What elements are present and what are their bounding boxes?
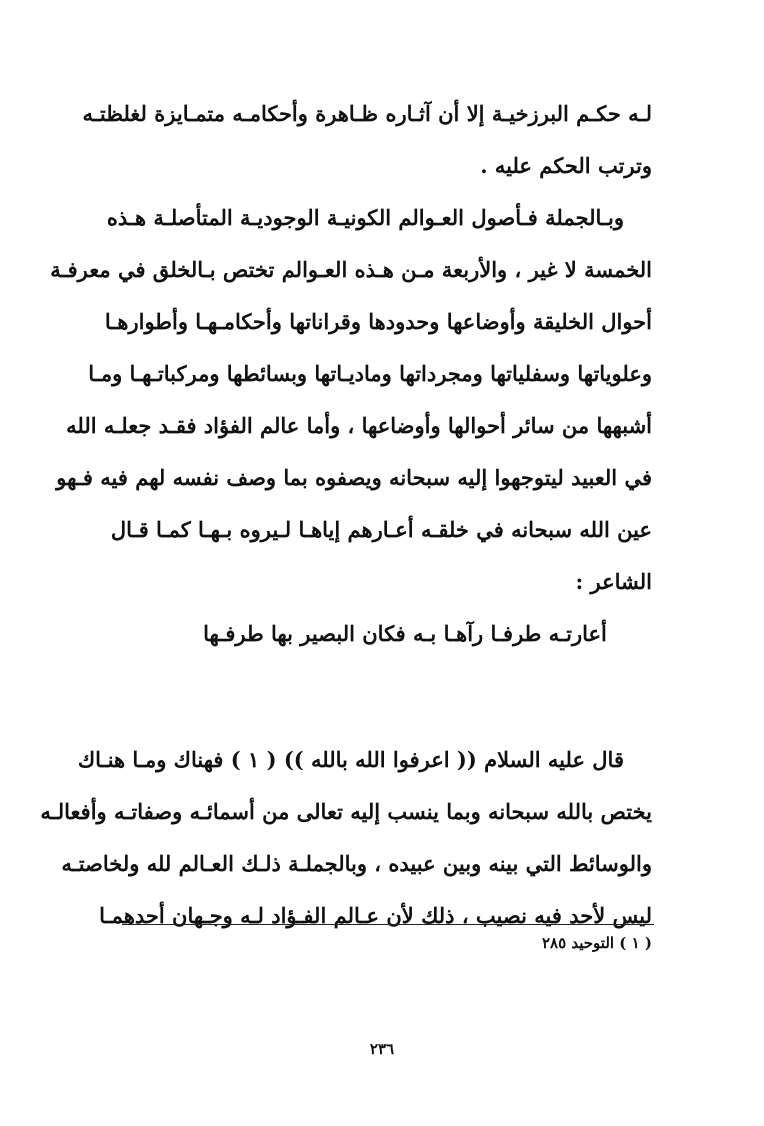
paragraph-gap (118, 668, 652, 734)
footnote: ( ١ ) التوحيد ٢٨٥ (541, 934, 652, 952)
poetry-verse: أعارتـه طرفـا رآهـا بـه فكان البصير بها طرفـها (203, 621, 607, 646)
text-line: في العبيد ليتوجهوا إليه سبحانه ويصفوه بما وصف نفسه لهم فيه فـهو (56, 465, 652, 490)
text-line: وعلوياتها وسفلياتها ومجرداتها وماديـاتها وبسائطها ومركباتـهـا ومـا (88, 361, 652, 386)
text-line: الخمسة لا غير ، والأربعة مـن هـذه العـوالم تختص بـالخلق في معرفـة (50, 257, 652, 282)
text-line: قال عليه السلام (( اعرفوا الله بالله )) ( ١ ) فهناك ومـا هنـاك (77, 747, 624, 772)
text-line: الشاعر : (575, 569, 652, 594)
text-line: ليس لأحد فيه نصيب ، ذلك لأن عـالم الفـؤاد لـه وجـهان أحدهمـا (99, 903, 652, 928)
text-line: وترتب الحكم عليه . (480, 153, 652, 178)
text-line: عين الله سبحانه في خلقـه أعـارهم إياهـا لـيروه بـهـا كمـا قـال (110, 517, 652, 542)
text-line: يختص بالله سبحانه وبما ينسب إليه تعالى من أسمائـه وصفاتـه وأفعالـه (40, 799, 652, 824)
text-line: لـه حكـم البرزخيـة إلا أن آثـاره ظـاهرة وأحكامـه متمـايزة لغلظتـه (82, 101, 652, 126)
page-number: ٢٣٦ (369, 1040, 395, 1058)
footnote-divider (122, 924, 654, 925)
main-text (40, 88, 652, 942)
text-line: والوسائط التي بينه وبين عبيده ، وبالجملـة ذلـك العـالم لله ولخاصتـه (61, 851, 652, 876)
text-line: أحوال الخليقة وأوضاعها وحدودها وقراناتها وأحكامـهـا وأطوارهـا (104, 309, 652, 334)
text-line: وبـالجملة فـأصول العـوالم الكونيـة الوجوديـة المتأصلـة هـذه (106, 205, 624, 230)
text-line: أشبهها من سائر أحوالها وأوضاعها ، وأما عالم الفؤاد فقـد جعلـه الله (66, 413, 652, 438)
